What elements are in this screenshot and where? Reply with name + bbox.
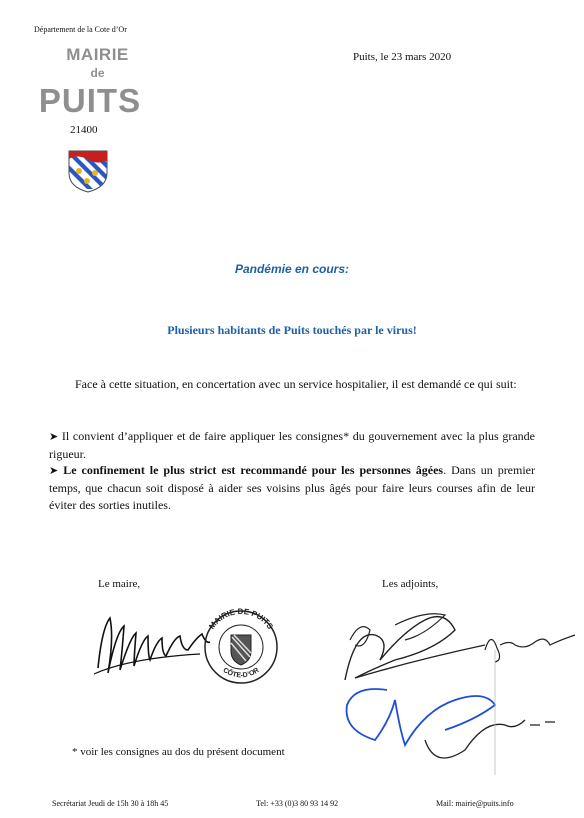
mayor-label: Le maire,	[98, 578, 141, 590]
headline-subtitle: Plusieurs habitants de Puits touchés par le virus!	[167, 323, 417, 337]
stamp-text-top: MAIRIE DE PUITS	[207, 606, 275, 631]
footer-mail: Mail: mairie@puits.info	[436, 799, 514, 808]
headline-title: Pandémie en cours:	[234, 262, 350, 276]
coat-of-arms-icon	[67, 149, 109, 193]
bullet-1-text: Il convient d’appliquer et de faire appliquer les consignes* du gouvernement avec la plus grande rigueur.	[49, 429, 535, 461]
footer-phone: Tel: +33 (0)3 80 93 14 92	[256, 799, 339, 808]
arrow-bullet-icon: ➤	[49, 465, 59, 477]
department-label: Département de la Cote d’Or	[34, 25, 127, 34]
svg-text:MAIRIE DE PUITS	[207, 607, 275, 631]
bullet-item-2	[49, 462, 535, 514]
mairie-logo-line3: PUITS	[38, 82, 142, 119]
intro-paragraph: Face à cette situation, en concertation avec un service hospitalier, il est demandé ce qui suit:	[75, 377, 517, 391]
bullet-2-bold-text: Le confinement le plus strict est recommandé pour les personnes âgées	[63, 463, 444, 477]
deputies-signatures	[335, 590, 584, 780]
mairie-stamp	[196, 605, 286, 685]
footer-secretariat: Secrétariat Jeudi de 15h 30 à 18h 45	[52, 799, 169, 808]
footnote: * voir les consignes au dos du présent document	[72, 746, 285, 758]
stamp-text-bottom: CÔTE-D’OR	[221, 666, 261, 680]
postal-code: 21400	[70, 124, 98, 136]
letter-date: Puits, le 23 mars 2020	[353, 51, 452, 63]
bullet-2-text: . Dans un premier temps, que chacun soit disposé à aider ses voisins plus âgés pour faire leurs courses afin de leur éviter des sorties inutiles.	[49, 463, 536, 512]
deputies-label: Les adjoints,	[382, 578, 439, 590]
bullet-item-1	[49, 428, 535, 463]
mairie-logo-line1: MAIRIE	[66, 45, 129, 64]
arrow-bullet-icon: ➤	[49, 431, 59, 443]
mairie-logo-line2: de	[90, 66, 105, 80]
